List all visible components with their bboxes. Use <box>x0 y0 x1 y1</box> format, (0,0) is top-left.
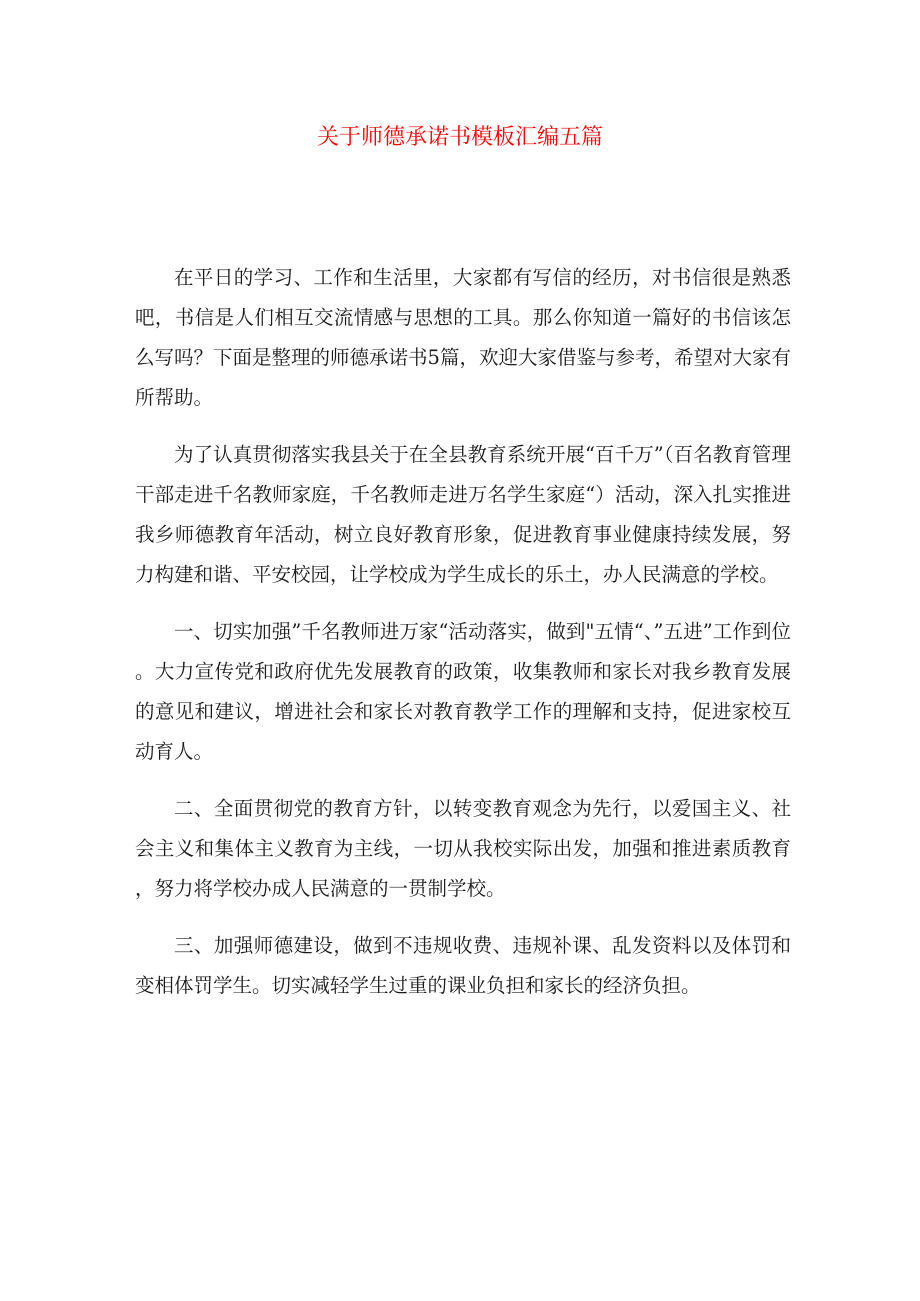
document-body <box>135 258 791 1006</box>
body-paragraph: 三、加强师德建设，做到不违规收费、违规补课、乱发资料以及体罚和变相体罚学生。切实减轻学生过重的课业负担和家长的经济负担。 <box>135 934 791 997</box>
body-paragraph: 二、全面贯彻党的教育方针，以转变教育观念为先行，以爱国主义、社会主义和集体主义教育为主线，一切从我校实际出发，加强和推进素质教育，努力将学校办成人民满意的一贯制学校。 <box>135 797 791 900</box>
body-paragraph: 为了认真贯彻落实我县关于在全县教育系统开展“百千万”（百名教育管理干部走进千名教师家庭，千名教师走进万名学生家庭“）活动，深入扎实推进我乡师德教育年活动，树立良好教育形象，促进教育事业健康持续发展，努力构建和谐、平安校园，让学校成为学生成长的乐土，办人民满意的学校。 <box>135 443 791 586</box>
document-title: 关于师德承诺书模板汇编五篇 <box>316 125 603 150</box>
body-paragraph: 一、切实加强”千名教师进万家“活动落实，做到"五情“、”五进”工作到位。大力宣传党和政府优先发展教育的政策，收集教师和家长对我乡教育发展的意见和建议，增进社会和家长对教育教学工作的理解和支持，促进家校互动育人。 <box>135 620 791 763</box>
intro-paragraph: 在平日的学习、工作和生活里，大家都有写信的经历，对书信很是熟悉吧，书信是人们相互交流情感与思想的工具。那么你知道一篇好的书信该怎么写吗？下面是整理的师德承诺书5篇，欢迎大家借鉴与参考，希望对大家有所帮助。 <box>135 266 791 409</box>
